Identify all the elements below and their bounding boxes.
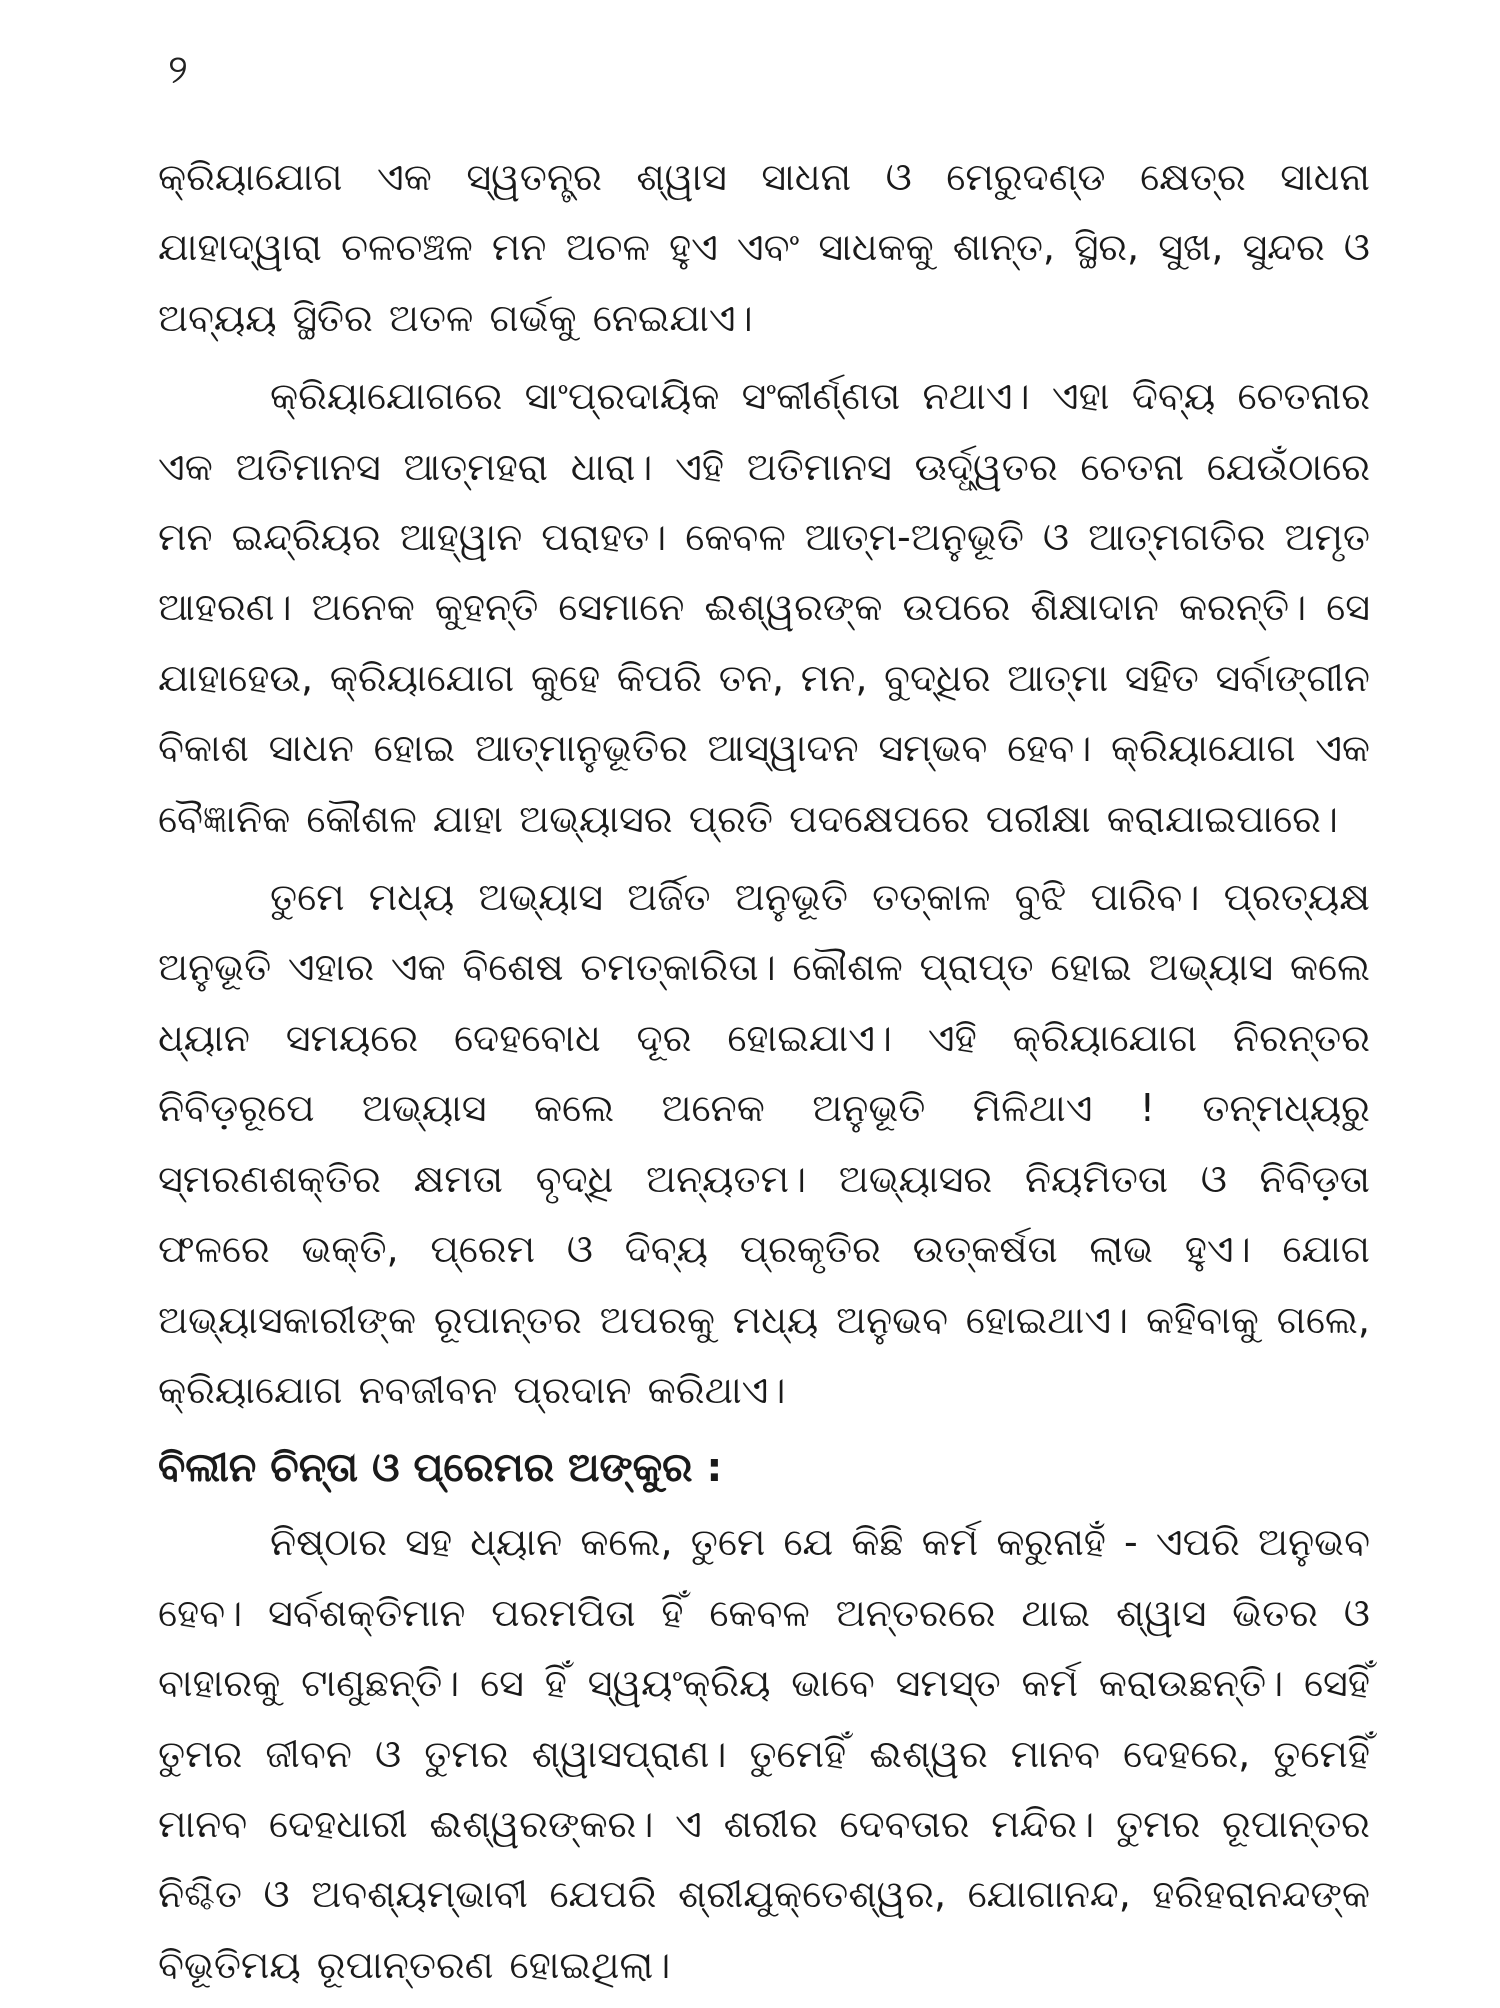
body-text <box>158 142 1370 2008</box>
paragraph-1: କ୍ରିୟାଯୋଗ ଏକ ସ୍ୱତନ୍ତ୍ର ଶ୍ୱାସ ସାଧନା ଓ ମେରୁଦଣ୍ଡ କ୍ଷେତ୍ର ସାଧନା ଯାହାଦ୍ୱାରା ଚଳଚଞ୍ଚଳ ମନ ଅଚଳ ହୁଏ ଏବଂ ସାଧକକୁ ଶାନ୍ତ, ସ୍ଥିର, ସୁଖ, ସୁନ୍ଦର ଓ ଅବ୍ୟୟ ସ୍ଥିତିର ଅତଳ ଗର୍ଭକୁ ନେଇଯାଏ। <box>158 155 1370 340</box>
page-number: ୨ <box>168 47 188 93</box>
paragraph-3: ତୁମେ ମଧ୍ୟ ଅଭ୍ୟାସ ଅର୍ଜିତ ଅନୁଭୂତି ତତ୍କାଳ ବୁଝି ପାରିବ। ପ୍ରତ୍ୟକ୍ଷ ଅନୁଭୂତି ଏହାର ଏକ ବିଶେଷ ଚମତ୍କାରିତା। କୌଶଳ ପ୍ରାପ୍ତ ହୋଇ ଅଭ୍ୟାସ କଲେ ଧ୍ୟାନ ସମୟରେ ଦେହବୋଧ ଦୂର ହୋଇଯାଏ। ଏହି କ୍ରିୟାଯୋଗ ନିରନ୍ତର ନିବିଡ଼ରୂପେ ଅଭ୍ୟାସ କଲେ ଅନେକ ଅନୁଭୂତି ମିଳିଥାଏ ! ତନ୍ମଧ୍ୟରୁ ସ୍ମରଣଶକ୍ତିର କ୍ଷମତା ବୃଦ୍ଧି ଅନ୍ୟତମ। ଅଭ୍ୟାସର ନିୟମିତତା ଓ ନିବିଡ଼ତା ଫଳରେ ଭକ୍ତି, ପ୍ରେମ ଓ ଦିବ୍ୟ ପ୍ରକୃତିର ଉତ୍କର୍ଷତା ଲାଭ ହୁଏ। ଯୋଗ ଅଭ୍ୟାସକାରୀଙ୍କ ରୂପାନ୍ତର ଅପରକୁ ମଧ୍ୟ ଅନୁଭବ ହୋଇଥାଏ। କହିବାକୁ ଗଲେ, କ୍ରିୟାଯୋଗ ନବଜୀବନ ପ୍ରଦାନ କରିଥାଏ। <box>158 875 1370 1412</box>
section-paragraph: ନିଷ୍ଠାର ସହ ଧ୍ୟାନ କଲେ, ତୁମେ ଯେ କିଛି କର୍ମ କରୁନାହଁ - ଏପରି ଅନୁଭବ ହେବ। ସର୍ବଶକ୍ତିମାନ ପରମପିତା ହିଁ କେବଳ ଅନ୍ତରରେ ଥାଇ ଶ୍ୱାସ ଭିତର ଓ ବାହାରକୁ ଟାଣୁଛନ୍ତି। ସେ ହିଁ ସ୍ୱୟଂକ୍ରିୟ ଭାବେ ସମସ୍ତ କର୍ମ କରାଉଛନ୍ତି। ସେହିଁ ତୁମର ଜୀବନ ଓ ତୁମର ଶ୍ୱାସପ୍ରାଣ। ତୁମେହିଁ ଈଶ୍ୱର ମାନବ ଦେହରେ, ତୁମେହିଁ ମାନବ ଦେହଧାରୀ ଈଶ୍ୱରଙ୍କର। ଏ ଶରୀର ଦେବତାର ମନ୍ଦିର। ତୁମର ରୂପାନ୍ତର ନିଶ୍ଚିତ ଓ ଅବଶ୍ୟମ୍ଭାବୀ ଯେପରି ଶ୍ରୀଯୁକ୍ତେଶ୍ୱର, ଯୋଗାନନ୍ଦ, ହରିହରାନନ୍ଦଙ୍କ ବିଭୂତିମୟ ରୂପାନ୍ତରଣ ହୋଇଥିଲା। <box>158 1520 1370 1987</box>
paragraph-2: କ୍ରିୟାଯୋଗରେ ସାଂପ୍ରଦାୟିକ ସଂକୀର୍ଣ୍ଣତା ନଥାଏ। ଏହା ଦିବ୍ୟ ଚେତନାର ଏକ ଅତିମାନସ ଆତ୍ମହରା ଧାରା। ଏହି ଅତିମାନସ ଊର୍ଦ୍ଧ୍ୱତର ଚେତନା ଯେଉଁଠାରେ ମନ ଇନ୍ଦ୍ରିୟର ଆହ୍ୱାନ ପରାହତ। କେବଳ ଆତ୍ମ-ଅନୁଭୂତି ଓ ଆତ୍ମଗତିର ଅମୃତ ଆହରଣ। ଅନେକ କୁହନ୍ତି ସେମାନେ ଈଶ୍ୱରଙ୍କ ଉପରେ ଶିକ୍ଷାଦାନ କରନ୍ତି। ସେ ଯାହାହେଉ, କ୍ରିୟାଯୋଗ କୁହେ କିପରି ତନ, ମନ, ବୁଦ୍ଧିର ଆତ୍ମା ସହିତ ସର୍ବାଙ୍ଗୀନ ବିକାଶ ସାଧନ ହୋଇ ଆତ୍ମାନୁଭୂତିର ଆସ୍ୱାଦନ ସମ୍ଭବ ହେବ। କ୍ରିୟାଯୋଗ ଏକ ବୈଜ୍ଞାନିକ କୌଶଳ ଯାହା ଅଭ୍ୟାସର ପ୍ରତି ପଦକ୍ଷେପରେ ପରୀକ୍ଷା କରାଯାଇପାରେ। <box>158 374 1370 841</box>
section-heading: ବିଲୀନ ଚିନ୍ତା ଓ ପ୍ରେମର ଅଙ୍କୁର : <box>158 1445 723 1492</box>
